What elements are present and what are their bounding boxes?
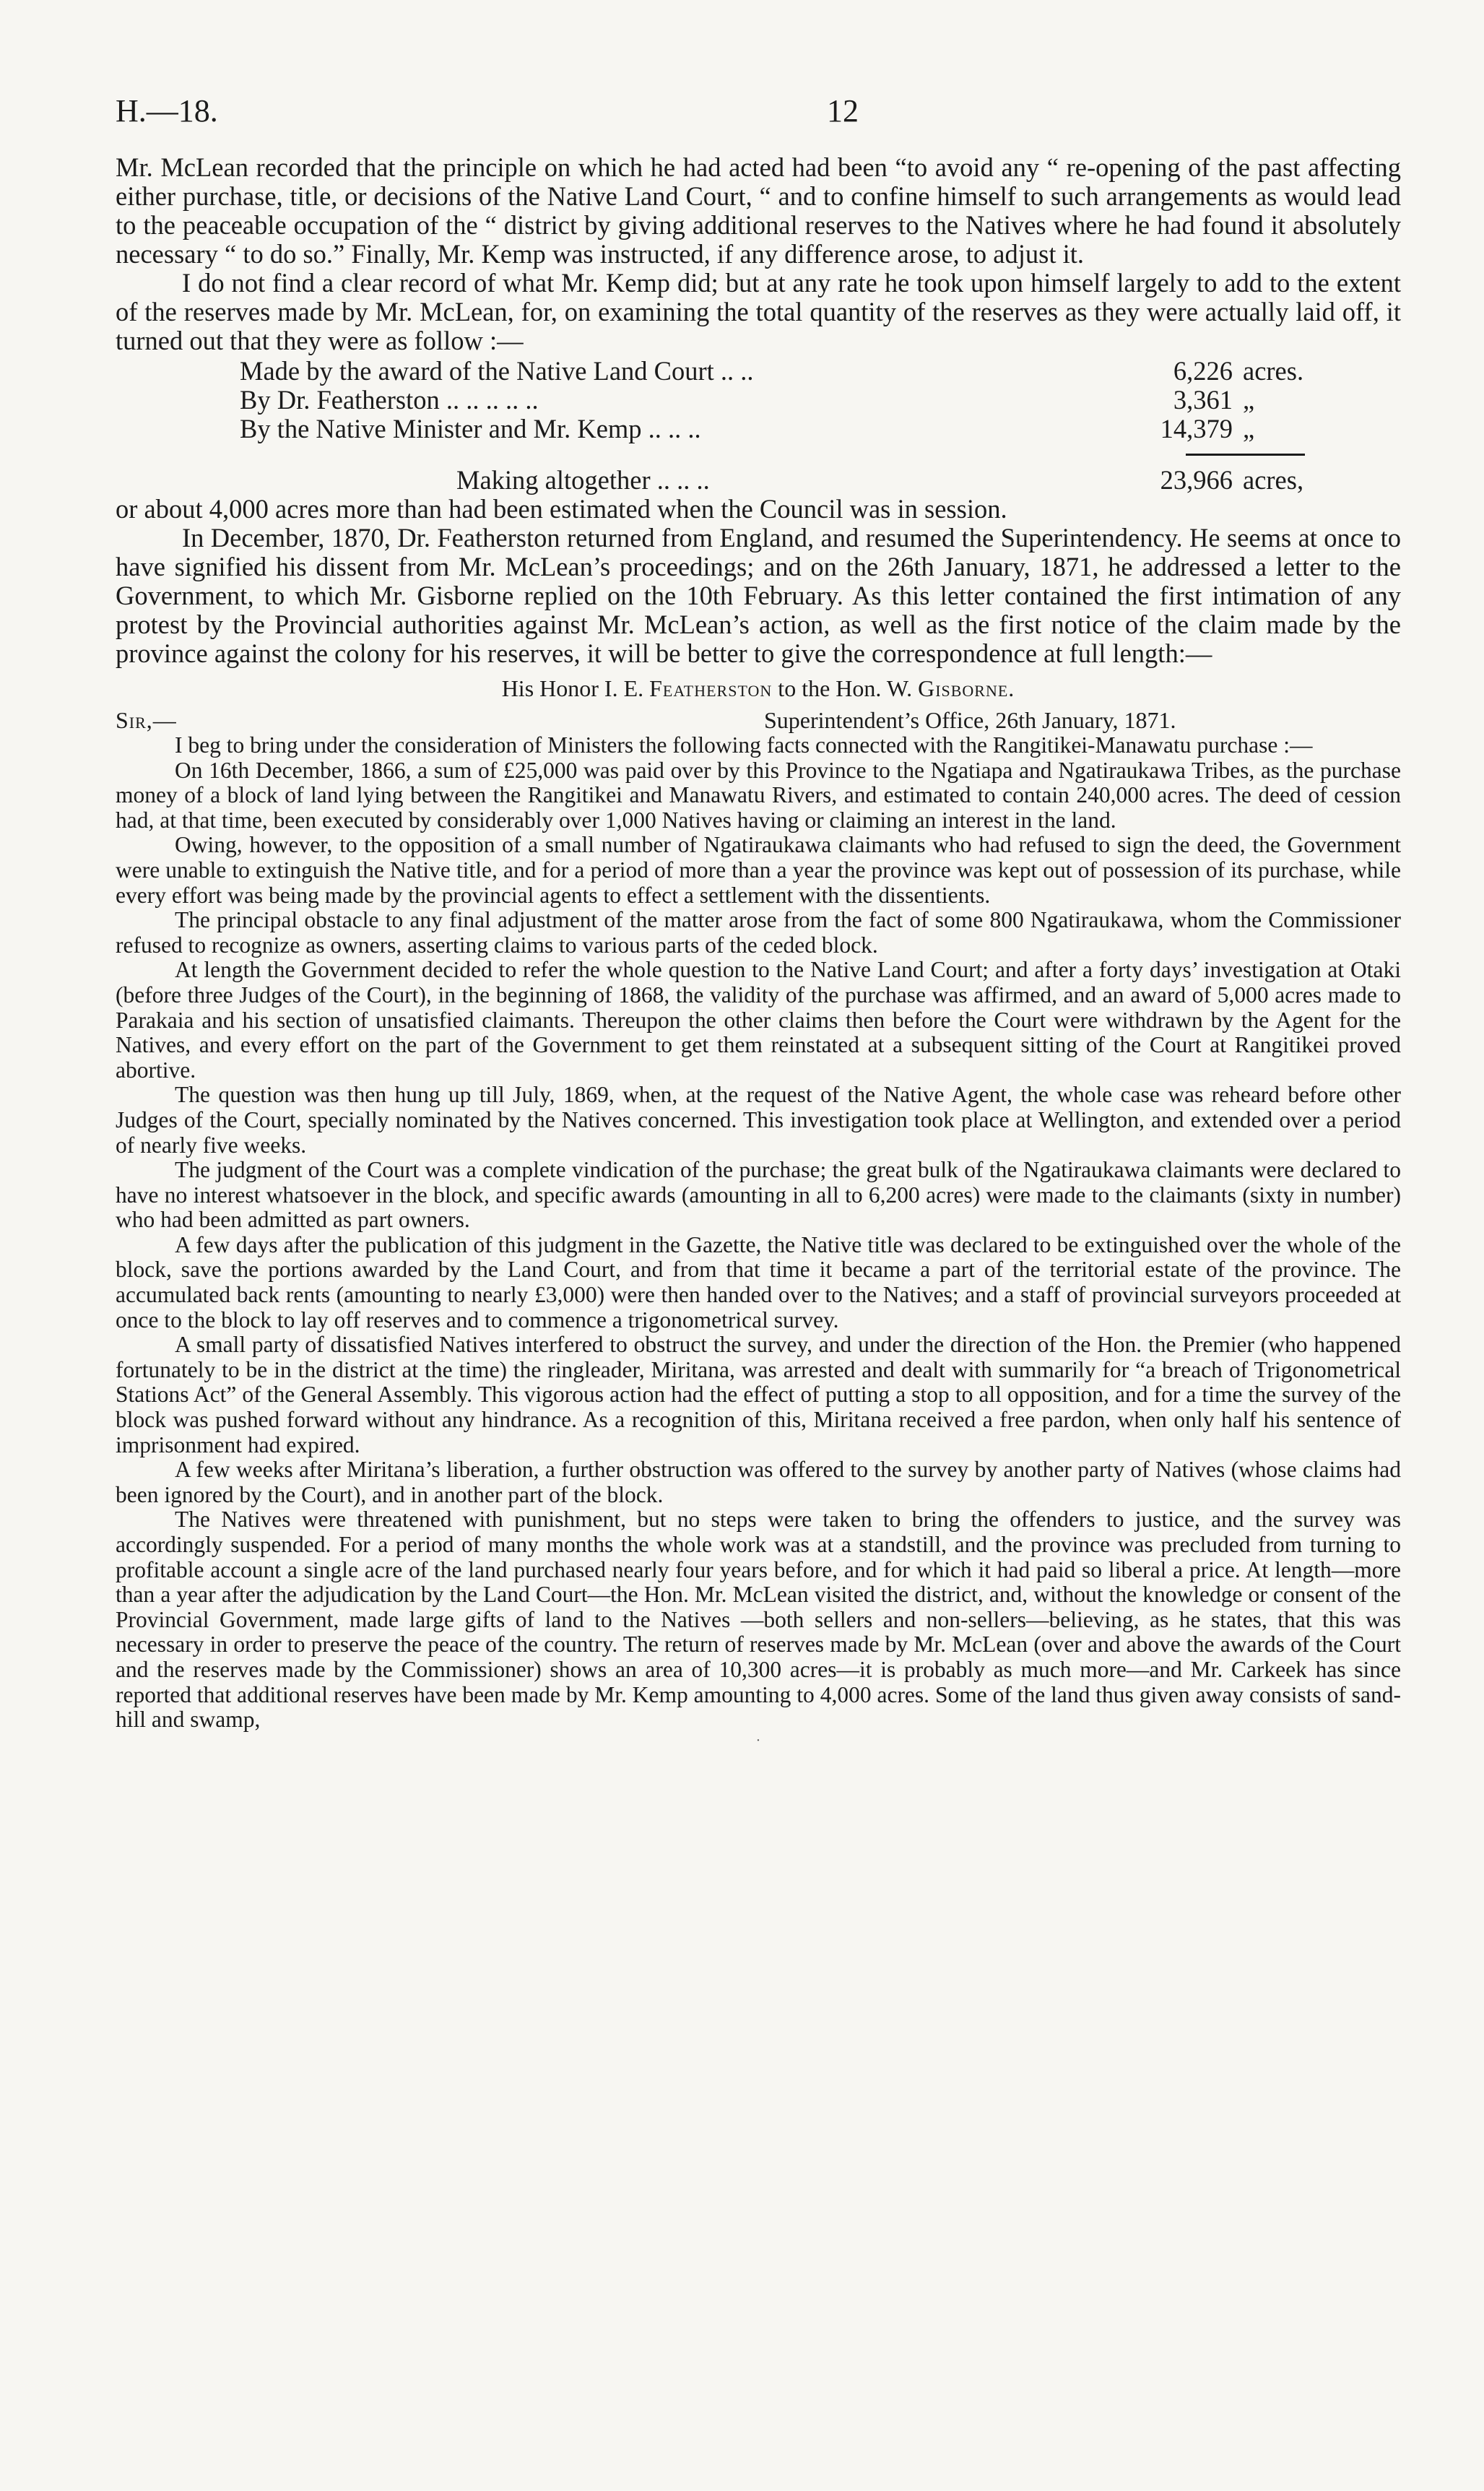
row-label: By Dr. Featherston .. .. .. .. .. — [240, 385, 539, 415]
row-unit: „ — [1243, 414, 1255, 443]
row-amount: 6,226 — [1173, 356, 1233, 386]
total-amount: 23,966 — [1160, 465, 1233, 495]
letter-paragraph: I beg to bring under the consideration of Ministers the following facts connected with the Rangitikei-Manawatu purchase :— — [175, 732, 1313, 758]
page-number: 12 — [827, 93, 859, 129]
heading-middle: to the Hon. W. — [778, 675, 913, 701]
heading-prefix: His Honor I. E. — [501, 675, 644, 701]
paragraph-december-1870: In December, 1870, Dr. Featherston returned from England, and resumed the Superintendency. He seems at once to have signified his dissent from Mr. McLean’s proceedings; and on the 26th January, 1871, he addressed a letter to the Government, to which Mr. Gisborne replied on the 10th February. As this letter contained the first intimation of any protest by the Provincial authorities against Mr. McLean’s action, as well as the first notice of the claim made by the province against the colony for his reserves, it will be better to give the correspondence at full length:— — [116, 523, 1401, 668]
letter-paragraph: At length the Government decided to refer the whole question to the Native Land Court; and after a forty days’ investigation at Otaki (before three Judges of the Court), in the beginning of 1868, the validity of the purchase was affirmed, and an award of 5,000 acres made to Parakaia and his section of unsatisfied claimants. Thereupon the other claims then before the Court were withdrawn by the Agent for the Natives, and every effort on the part of the Government to get them reinstated at a subsequent sitting of the Court at Rangitikei proved abortive. — [116, 957, 1401, 1083]
letter-recipient: Gisborne. — [918, 675, 1015, 701]
salutation: Sir,— — [116, 707, 177, 733]
row-label: Made by the award of the Native Land Court .. .. — [240, 356, 754, 386]
sum-rule — [1186, 454, 1305, 456]
row-amount: 3,361 — [1173, 385, 1233, 415]
letter-paragraph: A small party of dissatisfied Natives interfered to obstruct the survey, and under the direction of the Hon. the Premier (who happened fortunately to be in the district at the time) the ringleader, Miritana, was arrested and dealt with summarily for “a breach of Trigonometrical Stations Act” of the General Assembly. This vigorous action had the effect of putting a stop to all opposition, and for a time the survey of the block was pushed forward without any hindrance. As a recognition of this, Miritana received a free pardon, when only half his sentence of imprisonment had expired. — [116, 1332, 1401, 1457]
letter-paragraph: The Natives were threatened with punishment, but no steps were taken to bring the offenders to justice, and the survey was accordingly suspended. For a period of many months the whole work was at a standstill, and the province was precluded from turning to profitable account a single acre of the land purchased nearly four years before, and for which it had paid so liberal a price. At length—more than a year after the adjudication by the Land Court—the Hon. Mr. McLean visited the district, and, without the knowledge or consent of the Provincial Government, made large gifts of land to the Natives —both sellers and non-sellers—believing, as he states, that this was necessary in order to preserve the peace of the country. The return of reserves made by Mr. McLean (over and above the awards of the Court and the reserves made by the Commissioner) shows an area of 10,300 acres—it is probably as much more—and Mr. Carkeek has since reported that additional reserves have been made by Mr. Kemp amounting to 4,000 acres. Some of the land thus given away consists of sand-hill and swamp, — [116, 1507, 1401, 1733]
letter-paragraph: The question was then hung up till July, 1869, when, at the request of the Native Agent, the whole case was reheard before other Judges of the Court, specially nominated by the Natives concerned. This investigation took place at Wellington, and extended over a period of nearly five weeks. — [116, 1082, 1401, 1158]
row-label: By the Native Minister and Mr. Kemp .. .. .. — [240, 414, 701, 443]
page-mark: · — [755, 1732, 761, 1749]
report-text — [116, 153, 1401, 668]
table-row — [240, 386, 1366, 415]
total-unit: acres, — [1243, 465, 1304, 495]
table-total-row — [240, 466, 1366, 495]
letter-paragraph: A few days after the publication of this judgment in the Gazette, the Native title was declared to be extinguished over the whole of the block, save the portions awarded by the Land Court, and from that time it became a part of the territorial estate of the province. The accumulated back rents (amounting to nearly £3,000) were then handed over to the Natives; and a staff of provincial surveyors proceeded at once to the block to lay off reserves and to commence a trigonometrical survey. — [116, 1231, 1401, 1333]
row-unit: „ — [1243, 385, 1255, 415]
document-reference: H.—18. — [116, 93, 218, 129]
row-amount: 14,379 — [1160, 414, 1233, 443]
letter-paragraph: On 16th December, 1866, a sum of £25,000 was paid over by this Province to the Ngatiapa and Ngatiraukawa Tribes, as the purchase money of a block of land lying between the Rangitikei and Manawatu Rivers, and estimated to contain 240,000 acres. The deed of cession had, at that time, been executed by considerably over 1,000 Natives having or claiming an interest in the land. — [116, 757, 1401, 833]
letter-heading — [116, 674, 1401, 703]
letter-paragraph: Owing, however, to the opposition of a small number of Ngatiraukawa claimants who had refused to sign the deed, the Government were unable to extinguish the Native title, and for a period of more than a year the province was kept out of possession of its purchase, while every effort was being made by the provincial agents to effect a settlement with the dissentients. — [116, 832, 1401, 908]
letter-salutation-line — [116, 706, 1401, 733]
row-unit: acres. — [1243, 356, 1304, 386]
paragraph-estimate: or about 4,000 acres more than had been estimated when the Council was in session. — [116, 494, 1007, 524]
table-row — [240, 357, 1366, 386]
letter-paragraph: The judgment of the Court was a complete vindication of the purchase; the great bulk of the Ngatiraukawa claimants were declared to have no interest whatsoever in the block, and specific awards (amounting in all to 6,200 acres) were made to the claimants (sixty in number) who had been admitted as part owners. — [116, 1157, 1401, 1233]
document-body — [116, 153, 1401, 1749]
page-header — [116, 92, 1401, 136]
paragraph-kemp-reserves: I do not find a clear record of what Mr. Kemp did; but at any rate he took upon himself largely to add to the extent of the reserves made by Mr. McLean, for, on examining the total quantity of the reserves as they were actually laid off, it turned out that they were as follow :— — [116, 268, 1401, 355]
table-row — [240, 415, 1366, 443]
total-label: Making altogether .. .. .. — [456, 465, 710, 495]
paragraph-mclean-principle: Mr. McLean recorded that the principle on which he had acted had been “to avoid any “ re-opening of the past affecting either purchase, title, or decisions of the Native Land Court, “ and to confine himself to such arrangements as would lead to the peaceable occupation of the “ district by giving additional reserves to the Natives where he had found it absolutely necessary “ to do so.” Finally, Mr. Kemp was instructed, if any difference arose, to adjust it. — [116, 152, 1401, 269]
letter-paragraph: The principal obstacle to any final adjustment of the matter arose from the fact of some 800 Ngatiraukawa, whom the Commissioner refused to recognize as owners, asserting claims to various parts of the ceded block. — [116, 907, 1401, 958]
reserves-table — [240, 357, 1366, 495]
letter-paragraph: A few weeks after Miritana’s liberation, a further obstruction was offered to the survey by another party of Natives (whose claims had been ignored by the Court), and in another part of the block. — [116, 1457, 1401, 1507]
letter-body — [116, 733, 1401, 1749]
letter-sender: Featherston — [649, 675, 773, 701]
office-date-line: Superintendent’s Office, 26th January, 1871. — [764, 707, 1176, 733]
